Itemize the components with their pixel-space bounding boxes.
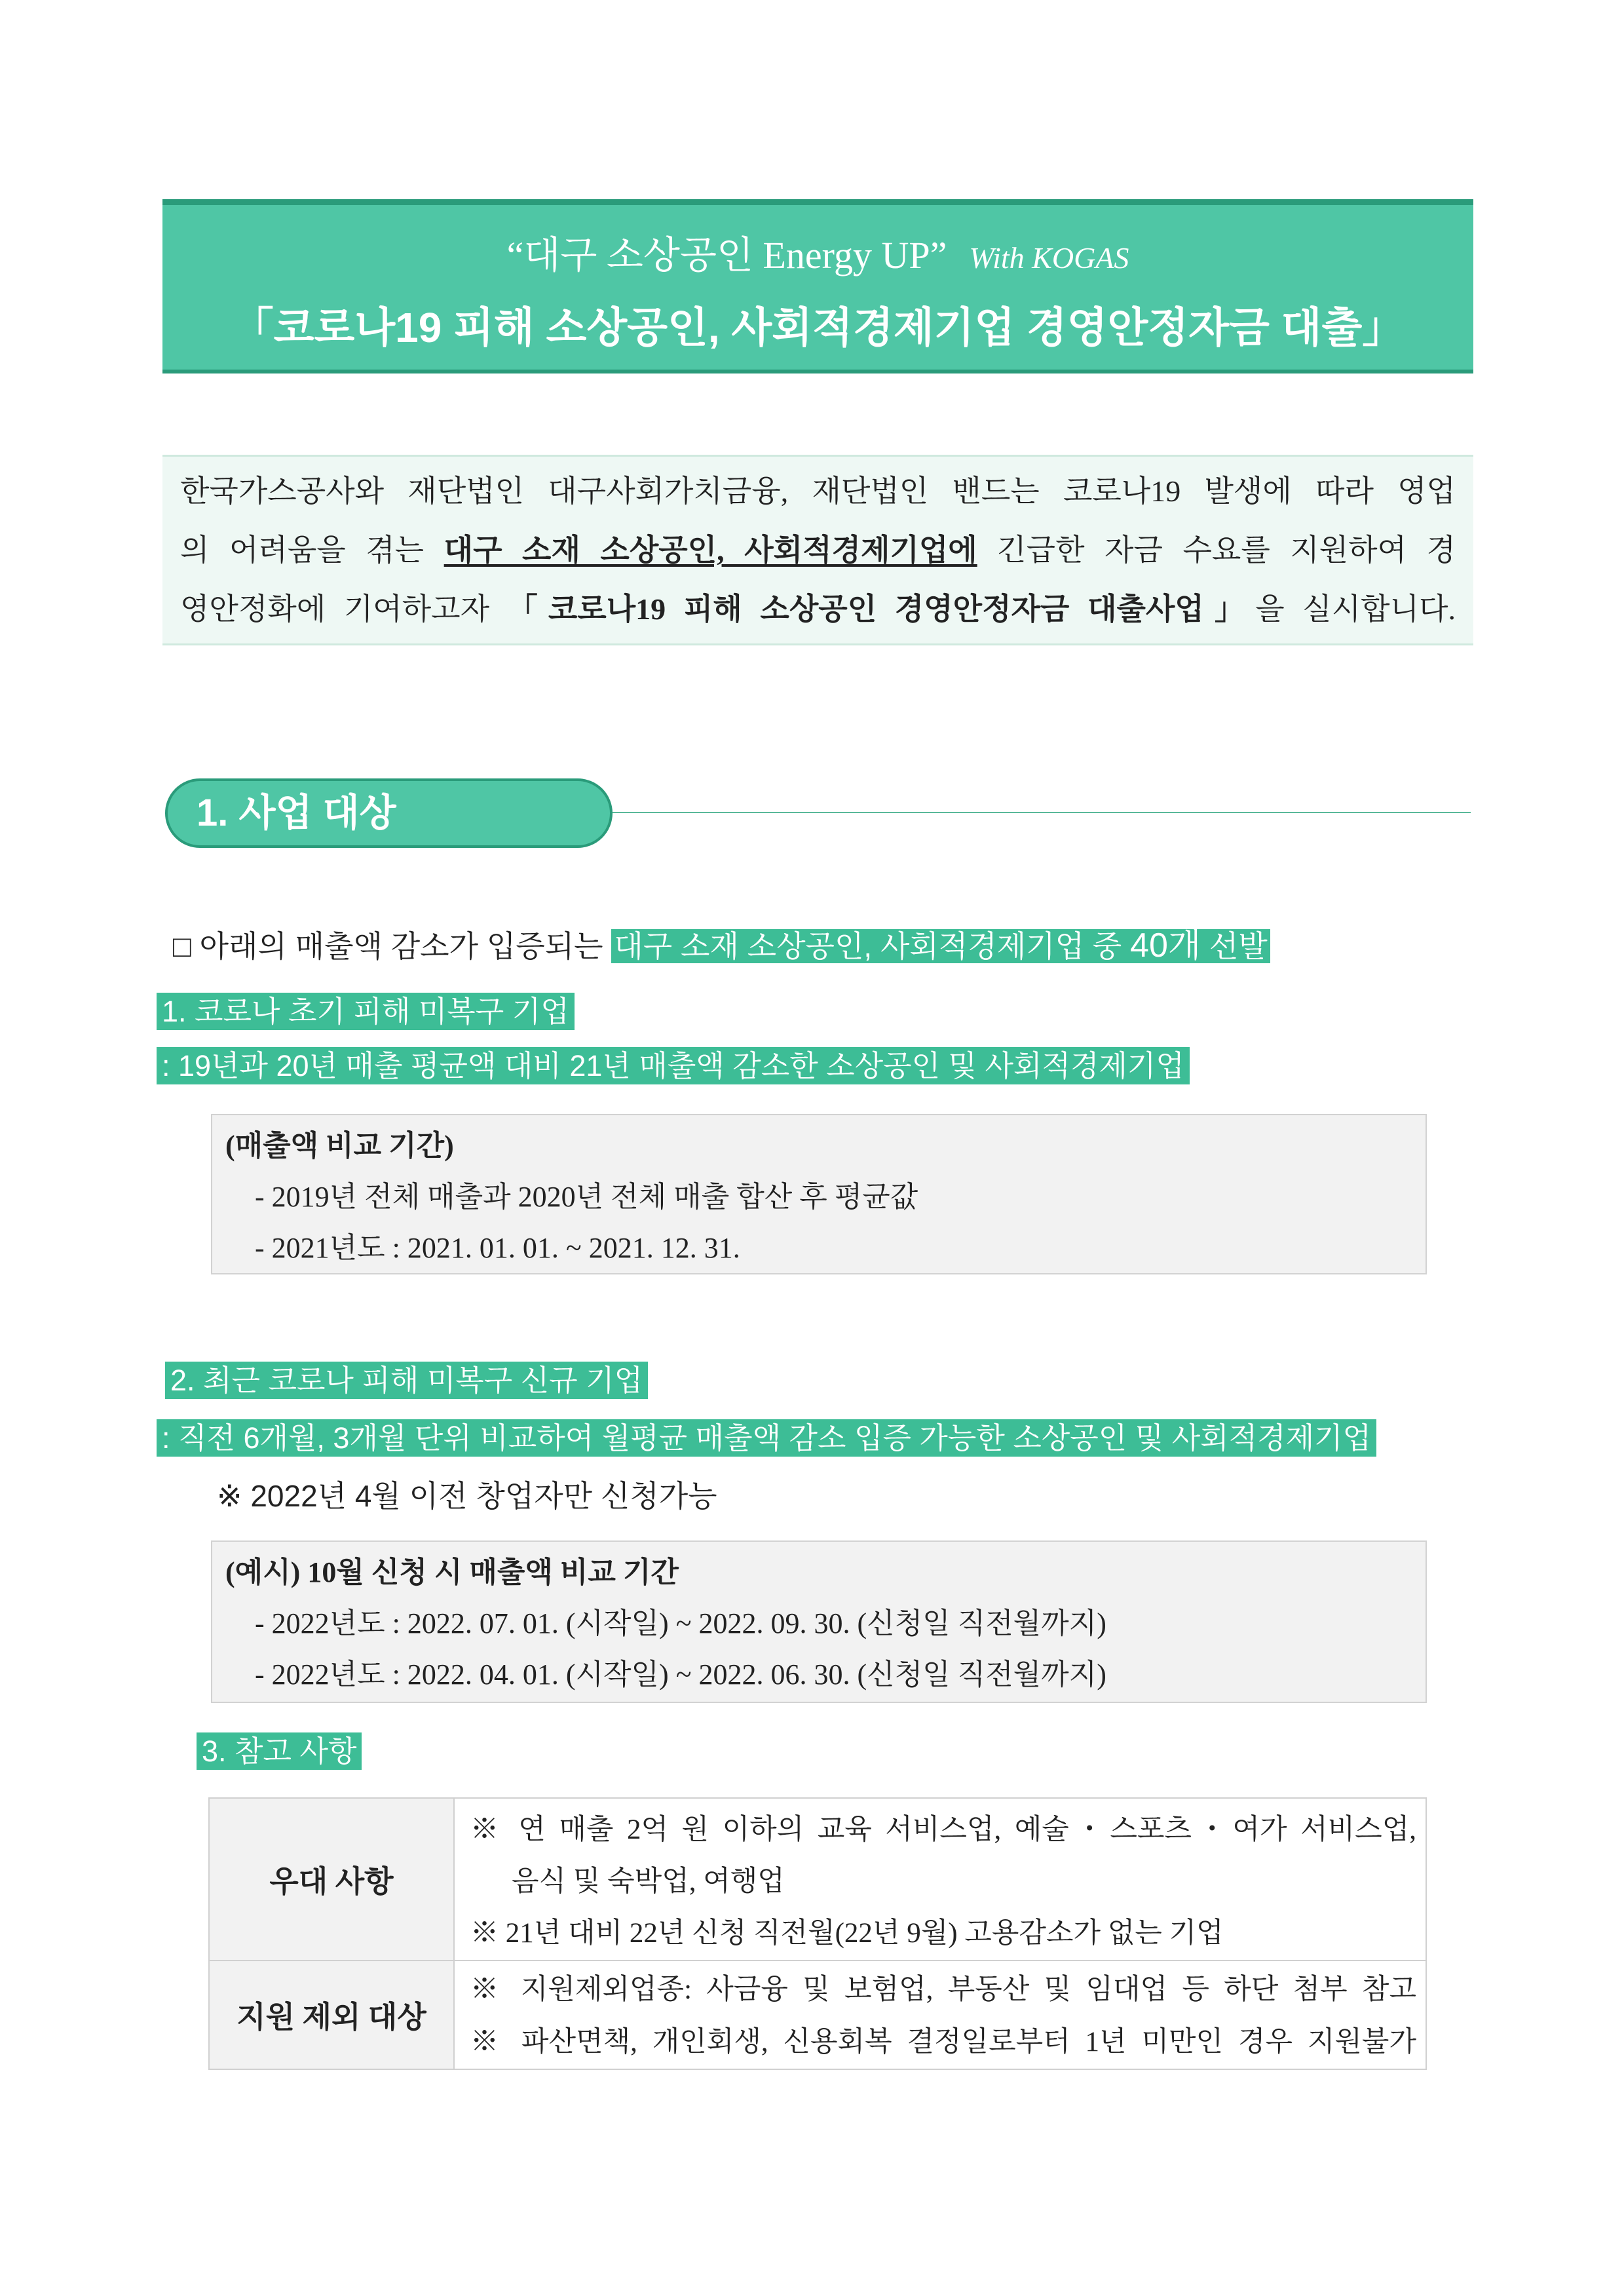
criterion-1-box [211,1114,1427,1274]
table-line: ※ 21년 대비 22년 신청 직전월(22년 9월) 고용감소가 없는 기업 [470,1918,1224,1949]
section-heading: 1. 사업 대상 [165,778,613,848]
reference-heading: 3. 참고 사항 [197,1732,362,1770]
box-line: - 2019년 전체 매출과 2020년 전체 매출 합산 후 평균값 [255,1181,918,1213]
row-content-excluded [454,1961,1426,2069]
table-line: ※ 연 매출 2억 원 이하의 교육 서비스업, 예술・스포츠・여가 서비스업, [470,1814,1416,1845]
intro-line-3-emphasis: 「코로나19 피해 소상공인 경영안정자금 대출사업」 [507,592,1256,626]
banner-subtitle: 「코로나19 피해 소상공인, 사회적경제기업 경영안정자금 대출」 [231,304,1405,351]
criterion-2-description: : 직전 6개월, 3개월 단위 비교하여 월평균 매출액 감소 입증 가능한 소상공인 및 사회적경제기업 [157,1419,1376,1457]
row-content-preferential [454,1798,1426,1961]
target-highlight-post: 선발 [1201,929,1268,963]
banner-title-line [162,232,1473,289]
table-line: ※ 파산면책, 개인회생, 신용회복 결정일로부터 1년 미만인 경우 지원불가 [470,2027,1416,2057]
title-banner [162,199,1473,373]
box-title: (예시) 10월 신청 시 매출액 비교 기간 [225,1556,679,1588]
box-line: - 2021년도 : 2021. 01. 01. ~ 2021. 12. 31. [255,1232,740,1264]
box-line: - 2022년도 : 2022. 07. 01. (시작일) ~ 2022. 09. 30. (신청일 직전월까지) [255,1607,1106,1639]
row-label-preferential: 우대 사항 [209,1798,454,1961]
intro-line-2-emphasis: 대구 소재 소상공인, 사회적경제기업에 [444,533,977,567]
table-row [209,1961,1426,2069]
intro-line-1: 한국가스공사와 재단법인 대구사회가치금융, 재단법인 밴드는 코로나19 발생에 따라 영업 [180,474,1456,508]
intro-box [162,455,1473,645]
criterion-2-note: ※ 2022년 4월 이전 창업자만 신청가능 [217,1479,717,1513]
banner-title-with: With KOGAS [969,241,1129,275]
row-label-excluded: 지원 제외 대상 [209,1961,454,2069]
criterion-1-description: : 19년과 20년 매출 평균액 대비 21년 매출액 감소한 소상공인 및 사회적경제기업 [157,1047,1190,1084]
section-divider [613,812,1471,813]
target-lead: □ 아래의 매출액 감소가 입증되는 [173,929,612,963]
banner-title-main: “대구 소상공인 Energy UP” [506,234,947,277]
intro-line-3-post: 을 실시합니다. [1255,592,1456,626]
criterion-1-heading: 1. 코로나 초기 피해 미복구 기업 [157,993,575,1030]
criterion-2-box [211,1540,1427,1703]
reference-table [208,1797,1427,2070]
intro-line-3 [180,580,1456,639]
intro-line-2 [180,521,1456,580]
intro-line-2-pre: 의 어려움을 겪는 [180,533,444,567]
table-line: 음식 및 숙박업, 여행업 [512,1866,785,1897]
intro-line-3-pre: 영안정화에 기여하고자 [180,592,508,626]
criterion-2-heading: 2. 최근 코로나 피해 미복구 신규 기업 [165,1362,648,1399]
target-highlight-pre: 대구 소재 소상공인, 사회적경제기업 중 [614,929,1131,963]
table-row [209,1798,1426,1961]
box-title: (매출액 비교 기간) [225,1130,454,1162]
intro-line-2-post: 긴급한 자금 수요를 지원하여 경 [977,533,1456,567]
table-line: ※ 지원제외업종: 사금융 및 보험업, 부동산 및 임대업 등 하단 첨부 참고 [470,1974,1416,2005]
target-line [173,926,1270,966]
target-count: 40개 [1130,927,1201,965]
box-line: - 2022년도 : 2022. 04. 01. (시작일) ~ 2022. 06. 30. (신청일 직전월까지) [255,1658,1106,1691]
target-highlight [611,929,1270,963]
